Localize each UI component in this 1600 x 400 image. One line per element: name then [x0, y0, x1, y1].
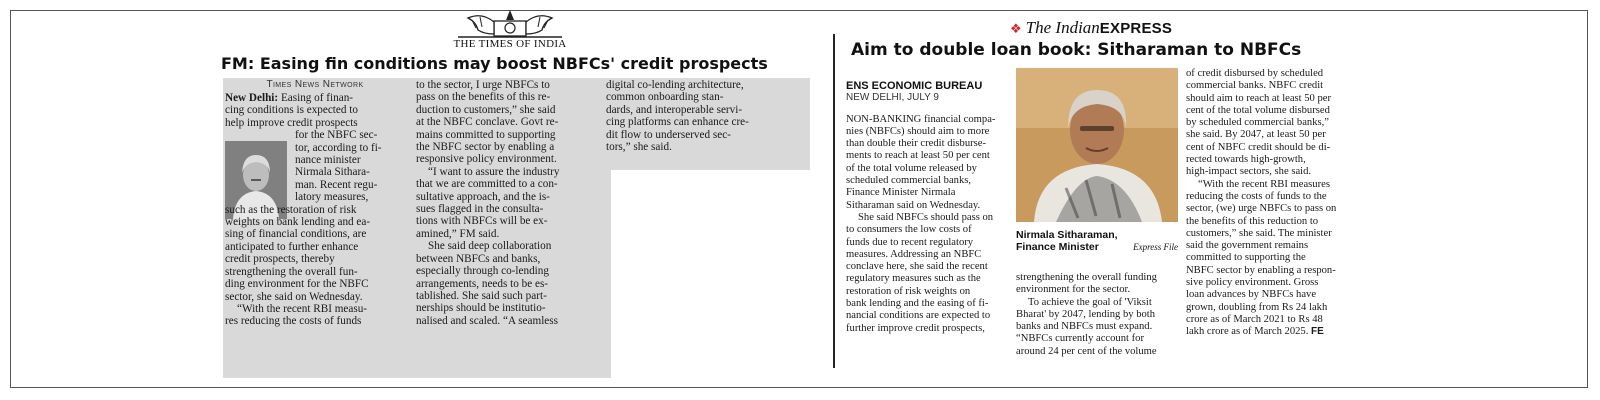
- toi-col3-line: dards, and interoperable servi-: [606, 103, 743, 116]
- ie-masthead-express: EXPRESS: [1099, 20, 1173, 37]
- toi-col2-line: to the sector, I urge NBFCs to: [416, 79, 550, 91]
- ie-col1-line: conclave here, she said the recent: [846, 261, 988, 273]
- toi-col1-line: for the NBFC sec-: [295, 129, 378, 142]
- toi-col1-line: man. Recent regu-: [295, 178, 378, 191]
- toi-col2-line: mains committed to supporting: [416, 128, 556, 141]
- toi-col1-line: “With the recent RBI measu-: [237, 302, 368, 315]
- toi-col2-line: nalised and scaled. “A seamless: [416, 314, 558, 327]
- ie-col2-line: strengthening the overall funding: [1016, 272, 1157, 283]
- toi-col2-line: tablished. She said such part-: [416, 289, 547, 302]
- ie-col3-line: high-impact sectors, she said.: [1186, 166, 1312, 178]
- ie-col3-line: NBFC sector by enabling a respon-: [1186, 264, 1336, 276]
- toi-headline: FM: Easing fin conditions may boost NBFCs' credit prospects: [221, 54, 768, 73]
- ie-col3-line: lakh crore as of March 2025.: [1186, 326, 1309, 338]
- toi-col3-line: cing platforms can enhance cre-: [606, 116, 749, 129]
- toi-col1-line: Nirmala Sithara-: [295, 166, 370, 179]
- toi-col1-line: credit prospects, thereby: [225, 253, 335, 266]
- toi-col2-line: nerships should be institutio-: [416, 302, 546, 315]
- ie-col3-line: “With the recent RBI measures: [1198, 178, 1330, 190]
- ie-caption-credit: Express File: [1133, 242, 1178, 252]
- toi-col1-line: cing conditions is expected to: [225, 104, 358, 117]
- toi-col2-line: that we are committed to a con-: [416, 178, 558, 191]
- ie-col1-line: than double their credit disburse-: [846, 138, 987, 150]
- toi-col3-line: common onboarding stan-: [606, 91, 724, 104]
- toi-dateline: New Delhi:: [225, 92, 279, 104]
- ie-col3-line: loan advances by NBFCs have: [1186, 289, 1317, 301]
- toi-col2-line: sultative approach, and the is-: [416, 190, 550, 203]
- ie-dateline: NEW DELHI, JULY 9: [846, 92, 939, 104]
- ie-col3-line: said the government remains: [1186, 240, 1309, 252]
- toi-col2-line: at the NBFC conclave. Govt re-: [416, 116, 559, 129]
- ie-col2-line: Bharat' by 2047, lending by both: [1016, 308, 1156, 320]
- column-divider: [833, 34, 835, 368]
- ie-photo-caption: [1016, 229, 1178, 253]
- ie-col2-line: around 24 per cent of the volume: [1016, 345, 1157, 357]
- ie-column-1: [846, 80, 1006, 335]
- ie-flame-icon: ❖: [1010, 22, 1022, 37]
- ie-col3-line: cent of NBFC credit should be di-: [1186, 141, 1331, 153]
- toi-col1-line: sing of financial conditions, are: [225, 228, 367, 241]
- toi-col2-line: amined,” FM said.: [416, 227, 500, 240]
- toi-col2-line: She said deep collaboration: [428, 240, 552, 253]
- ie-column-3: [1186, 68, 1351, 339]
- ie-byline: ENS ECONOMIC BUREAU: [846, 80, 983, 92]
- toi-col1-line: ding environment for the NBFC: [225, 278, 369, 291]
- toi-col2-line: responsive policy environment.: [416, 153, 557, 166]
- ie-col1-line: bank lending and the easing of fi-: [846, 298, 989, 310]
- ie-col2-line: To achieve the goal of 'Viksit: [1028, 296, 1152, 308]
- toi-col1-line: anticipated to further enhance: [225, 240, 359, 253]
- toi-col1-line: tor, according to fi-: [295, 141, 382, 154]
- ie-col3-line: sive policy environment. Gross: [1186, 277, 1319, 289]
- ie-col3-line: sector, (we) urge NBFCs to pass on: [1186, 203, 1337, 215]
- toi-col3-line: tors,” she said.: [606, 141, 672, 154]
- ie-col3-last-line: [1186, 326, 1351, 338]
- ie-col2-line: environment for the sector.: [1016, 284, 1131, 296]
- toi-col1-line: such as the restoration of risk: [225, 203, 357, 216]
- toi-col2-line: especially through co-lending: [416, 265, 549, 278]
- toi-byline-text: Times News Network: [266, 79, 364, 90]
- toi-masthead: [440, 8, 580, 54]
- ie-col1-line: nancial conditions are expected to: [846, 310, 991, 322]
- toi-col1-line: help improve credit prospects: [225, 116, 358, 129]
- toi-col2-line: between NBFCs and banks,: [416, 252, 541, 265]
- ie-col1-line: funds due to recent regulatory: [846, 236, 974, 248]
- toi-col1-line: nance minister: [295, 154, 361, 167]
- ie-col2-line: banks and NBFCs must expand.: [1016, 321, 1153, 333]
- ie-col3-line: of credit disbursed by scheduled: [1186, 68, 1324, 79]
- ie-col1-line: regulatory measures such as the: [846, 273, 981, 285]
- ie-masthead: [1010, 18, 1172, 38]
- ie-col3-line: committed to supporting the: [1186, 252, 1306, 264]
- ie-col1-line: restoration of risk weights on: [846, 285, 971, 297]
- toi-column-2: [416, 79, 601, 327]
- ie-col1-line: measures. Addressing an NBFC: [846, 248, 982, 260]
- ie-col1-line: to consumers the low costs of: [846, 224, 972, 236]
- toi-col1-line: weights on bank lending and ea-: [225, 216, 371, 229]
- ie-col3-line: rected towards high-growth,: [1186, 154, 1306, 166]
- ie-col3-line: the benefits of this reduction to: [1186, 215, 1319, 227]
- ie-col3-line: crore as of March 2021 to Rs 48: [1186, 313, 1323, 325]
- toi-col1-line-rest: Easing of finan-: [278, 92, 354, 104]
- ie-col2-line: “NBFCs currently account for: [1016, 333, 1144, 345]
- ie-col1-line: NON-BANKING financial compa-: [846, 113, 996, 125]
- toi-col3-line: dit flow to underserved sec-: [606, 128, 731, 141]
- ie-col3-line: by scheduled commercial banks,”: [1186, 117, 1329, 129]
- toi-col1-line: res reducing the costs of funds: [225, 315, 362, 328]
- toi-byline: [223, 79, 407, 91]
- ie-end-tag: FE: [1311, 326, 1324, 338]
- toi-emblem-icon: [454, 8, 566, 40]
- toi-column-3: [606, 79, 798, 153]
- ie-col1-line: scheduled commercial banks,: [846, 175, 972, 187]
- ie-col3-line: she said. By 2047, at least 50 per: [1186, 129, 1326, 141]
- toi-col2-line: pass on the benefits of this re-: [416, 91, 551, 104]
- toi-col2-line: the NBFC sector by enabling a: [416, 141, 555, 154]
- ie-col1-line: Finance Minister Nirmala: [846, 187, 956, 199]
- ie-col1-line: ments to reach at least 50 per cent: [846, 150, 990, 162]
- ie-caption-name: Nirmala Sitharaman,: [1016, 229, 1118, 241]
- ie-col1-line: She said NBFCs should pass on: [858, 211, 994, 223]
- toi-col2-line: “I want to assure the industry: [428, 165, 560, 178]
- ie-col3-line: customers,” she said. The minister: [1186, 227, 1332, 239]
- ie-col3-line: grown, doubling from Rs 24 lakh: [1186, 301, 1328, 313]
- ie-col3-line: commercial banks. NBFC credit: [1186, 80, 1324, 92]
- ie-masthead-the: The Indian: [1025, 18, 1100, 37]
- ie-col3-line: should aim to reach at least 50 per: [1186, 92, 1332, 104]
- ie-col1-line: nies (NBFCs) should aim to more: [846, 125, 990, 137]
- ie-column-2-bottom: [1016, 272, 1182, 358]
- toi-col2-line: sues flagged in the consulta-: [416, 203, 544, 216]
- toi-col2-line: arrangements, needs to be es-: [416, 277, 549, 290]
- ie-col1-line: Sitharaman said on Wednesday.: [846, 199, 981, 211]
- ie-caption-line: [1016, 241, 1178, 253]
- ie-col1-line: of the total volume released by: [846, 162, 977, 174]
- ie-col3-line: reducing the costs of funds to the: [1186, 190, 1327, 202]
- toi-col1-line: sector, she said on Wednesday.: [225, 290, 363, 303]
- toi-col1-line: [225, 92, 405, 104]
- toi-col1-line: strengthening the overall fun-: [225, 265, 358, 278]
- ie-minister-photo: [1016, 68, 1178, 222]
- toi-col2-line: duction to customers,” she said: [416, 103, 556, 116]
- toi-col2-line: tions with NBFCs will be ex-: [416, 215, 548, 228]
- ie-col1-line: further improve credit prospects,: [846, 322, 985, 334]
- toi-col3-line: digital co-lending architecture,: [606, 79, 744, 91]
- ie-col3-line: cent of the total volume disbursed: [1186, 104, 1330, 116]
- ie-caption-title: Finance Minister: [1016, 241, 1099, 253]
- toi-masthead-name: THE TIMES OF INDIA: [453, 38, 567, 50]
- ie-headline: Aim to double loan book: Sitharaman to NBFCs: [851, 40, 1302, 60]
- toi-column-1: [225, 92, 405, 328]
- toi-col1-line: latory measures,: [295, 191, 369, 204]
